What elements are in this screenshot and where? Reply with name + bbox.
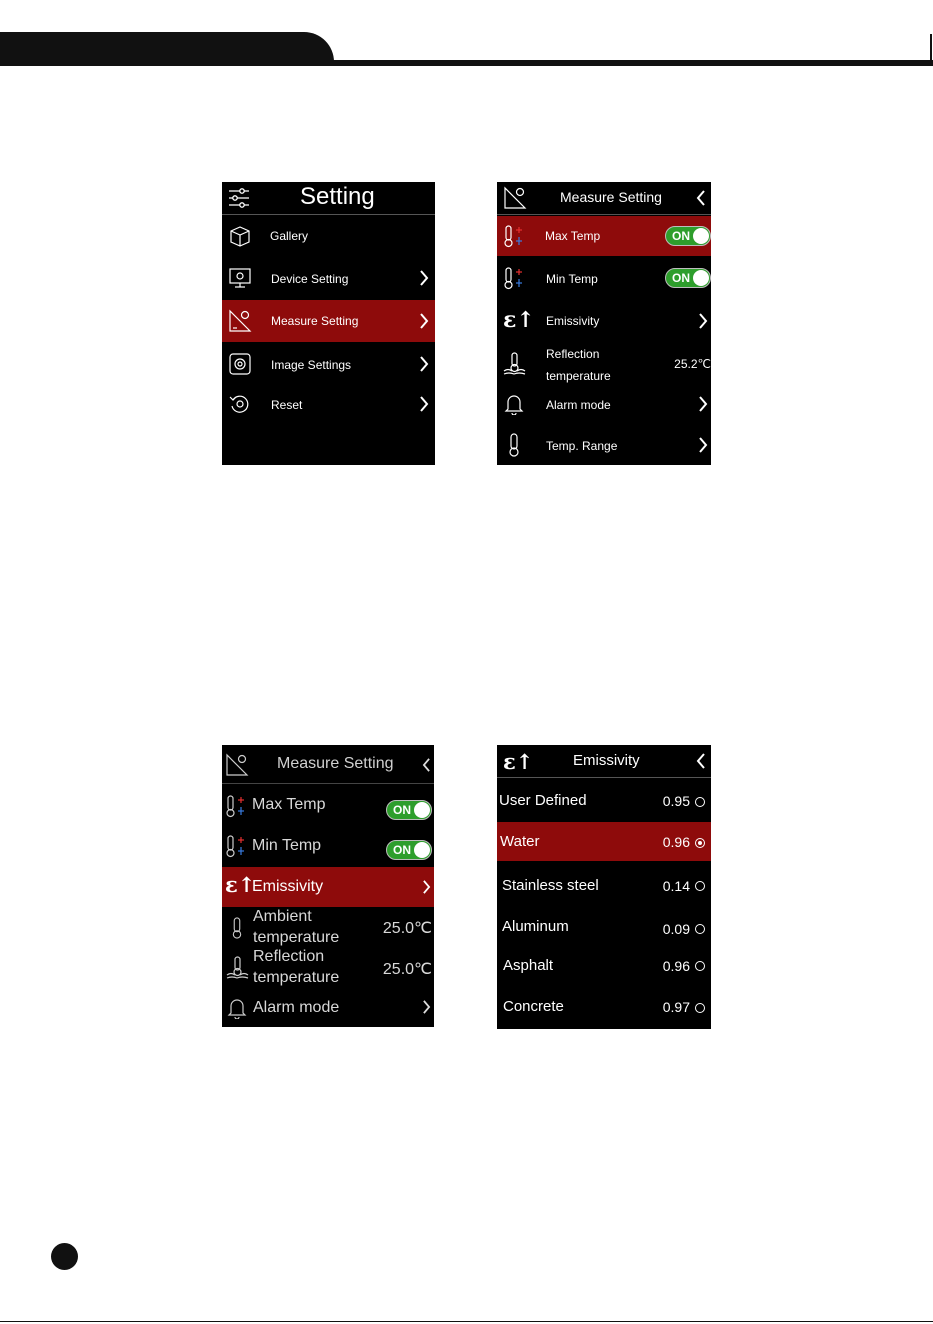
toggle-state: ON bbox=[393, 803, 411, 817]
setting-screen bbox=[222, 182, 435, 465]
menu-item-reset[interactable] bbox=[222, 384, 435, 424]
setting-label: Emissivity bbox=[252, 878, 324, 895]
chevron-right-icon bbox=[419, 356, 429, 372]
page-title: Measure Setting bbox=[277, 755, 394, 772]
option-radio-selected[interactable] bbox=[695, 838, 705, 848]
menu-item-gallery[interactable] bbox=[222, 216, 435, 256]
emissivity-option-asphalt[interactable] bbox=[497, 947, 711, 987]
emissivity-option-concrete[interactable] bbox=[497, 989, 711, 1029]
setting-row-alarm-mode[interactable] bbox=[497, 384, 711, 424]
thermometer-max-icon bbox=[225, 794, 247, 818]
setting-label: Emissivity bbox=[546, 314, 600, 328]
header-bar bbox=[0, 60, 933, 66]
thermometer-icon bbox=[507, 433, 521, 457]
emissivity-screen bbox=[497, 745, 711, 1029]
page-title: Setting bbox=[300, 183, 375, 210]
reset-icon bbox=[229, 393, 251, 415]
measure-gear-icon bbox=[225, 753, 249, 777]
option-radio[interactable] bbox=[695, 961, 705, 971]
toggle-state: ON bbox=[672, 271, 690, 285]
sliders-icon[interactable] bbox=[228, 187, 250, 209]
measure-gear-icon bbox=[503, 186, 527, 210]
option-radio[interactable] bbox=[695, 924, 705, 934]
setting-row-max-temp[interactable] bbox=[497, 216, 711, 256]
measure-gear-icon bbox=[228, 309, 252, 333]
bell-icon bbox=[504, 393, 524, 415]
bell-icon bbox=[227, 997, 247, 1019]
setting-label-line1: Ambient bbox=[253, 908, 312, 925]
setting-row-reflection-temperature[interactable] bbox=[222, 947, 434, 989]
chevron-right-icon bbox=[422, 1000, 431, 1014]
toggle-knob bbox=[414, 802, 430, 818]
option-value: 0.14 bbox=[662, 878, 690, 894]
setting-label: Min Temp bbox=[546, 272, 598, 286]
monitor-gear-icon bbox=[229, 267, 251, 289]
setting-row-min-temp[interactable] bbox=[222, 828, 434, 866]
emissivity-option-user-defined[interactable] bbox=[497, 781, 711, 819]
option-radio[interactable] bbox=[695, 881, 705, 891]
setting-row-max-temp[interactable] bbox=[222, 788, 434, 826]
toggle-knob bbox=[693, 270, 709, 286]
reflection-thermometer-icon bbox=[225, 956, 249, 980]
reflection-temp-value: 25.0℃ bbox=[382, 961, 432, 978]
toggle-state: ON bbox=[672, 229, 690, 243]
menu-item-device-setting[interactable] bbox=[222, 258, 435, 298]
option-label: Stainless steel bbox=[502, 877, 599, 894]
option-value: 0.96 bbox=[662, 834, 690, 850]
menu-item-label: Reset bbox=[271, 398, 303, 412]
toggle-knob bbox=[693, 228, 709, 244]
emissivity-icon: ε↑ bbox=[503, 749, 534, 774]
back-chevron-icon[interactable] bbox=[696, 190, 706, 206]
measure-setting-screen-a bbox=[497, 182, 711, 465]
setting-title-bar bbox=[222, 182, 435, 215]
page-title: Emissivity bbox=[573, 752, 640, 769]
option-label: User Defined bbox=[499, 792, 587, 809]
max-temp-toggle[interactable] bbox=[386, 800, 432, 820]
footer-line bbox=[0, 1321, 933, 1322]
menu-item-label: Device Setting bbox=[271, 272, 349, 286]
option-value: 0.09 bbox=[662, 921, 690, 937]
chevron-right-icon bbox=[422, 880, 431, 894]
page-title: Measure Setting bbox=[560, 189, 662, 205]
measure-title-bar bbox=[222, 745, 434, 784]
setting-label-line2: temperature bbox=[253, 969, 340, 986]
option-label: Aluminum bbox=[502, 918, 569, 935]
option-radio[interactable] bbox=[695, 1003, 705, 1013]
ambient-temp-value: 25.0℃ bbox=[382, 920, 432, 937]
chevron-right-icon bbox=[419, 313, 429, 329]
emissivity-option-aluminum[interactable] bbox=[497, 907, 711, 947]
setting-row-emissivity[interactable] bbox=[497, 300, 711, 342]
option-value: 0.95 bbox=[662, 793, 690, 809]
thermometer-min-icon bbox=[225, 834, 247, 858]
gallery-box-icon bbox=[229, 225, 251, 247]
page-number-dot bbox=[51, 1243, 78, 1270]
menu-item-image-settings[interactable] bbox=[222, 344, 435, 384]
min-temp-toggle[interactable] bbox=[386, 840, 432, 860]
setting-row-alarm-mode[interactable] bbox=[222, 993, 434, 1027]
chevron-right-icon bbox=[419, 396, 429, 412]
setting-row-emissivity[interactable] bbox=[222, 867, 434, 907]
chevron-right-icon bbox=[698, 437, 708, 453]
emissivity-icon: ε↑ bbox=[503, 307, 535, 333]
option-radio[interactable] bbox=[695, 797, 705, 807]
setting-label: Min Temp bbox=[252, 837, 322, 854]
option-value: 0.97 bbox=[662, 999, 690, 1015]
toggle-state: ON bbox=[393, 843, 411, 857]
option-label: Asphalt bbox=[503, 957, 554, 974]
setting-label: Max Temp bbox=[252, 796, 326, 813]
setting-row-min-temp[interactable] bbox=[497, 258, 711, 298]
setting-label: Alarm mode bbox=[253, 999, 340, 1016]
max-temp-toggle[interactable] bbox=[665, 226, 711, 246]
menu-item-label: Measure Setting bbox=[271, 314, 359, 328]
setting-label-line2: temperature bbox=[546, 369, 611, 383]
min-temp-toggle[interactable] bbox=[665, 268, 711, 288]
measure-setting-screen-b bbox=[222, 745, 434, 1027]
setting-label: Max Temp bbox=[545, 229, 601, 243]
emissivity-icon: ε↑ bbox=[225, 872, 256, 897]
chevron-right-icon bbox=[698, 396, 708, 412]
option-value: 0.96 bbox=[662, 958, 690, 974]
option-label: Concrete bbox=[503, 998, 564, 1015]
header-end-mark bbox=[930, 34, 932, 66]
emissivity-option-water[interactable] bbox=[497, 822, 711, 861]
reflection-thermometer-icon bbox=[502, 352, 526, 376]
image-gear-icon bbox=[229, 353, 251, 375]
setting-row-temp-range[interactable] bbox=[497, 425, 711, 465]
setting-label-line1: Reflection bbox=[253, 948, 325, 965]
toggle-knob bbox=[414, 842, 430, 858]
setting-label: Temp. Range bbox=[546, 439, 618, 453]
thermometer-icon bbox=[230, 917, 244, 939]
emissivity-title-bar bbox=[497, 745, 711, 778]
setting-label-line2: temperature bbox=[253, 929, 340, 946]
chevron-right-icon bbox=[419, 270, 429, 286]
setting-label: Alarm mode bbox=[546, 398, 611, 412]
menu-item-label: Image Settings bbox=[271, 358, 352, 372]
menu-item-measure-setting[interactable] bbox=[222, 300, 435, 342]
option-label: Water bbox=[500, 833, 540, 850]
setting-row-reflection-temperature[interactable] bbox=[497, 342, 711, 386]
emissivity-option-stainless-steel[interactable] bbox=[497, 865, 711, 905]
thermometer-max-icon bbox=[503, 224, 525, 248]
measure-title-bar bbox=[497, 182, 711, 215]
back-chevron-icon[interactable] bbox=[696, 753, 706, 769]
thermometer-min-icon bbox=[503, 266, 525, 290]
setting-row-ambient-temperature[interactable] bbox=[222, 907, 434, 947]
back-chevron-icon[interactable] bbox=[422, 758, 431, 772]
chevron-right-icon bbox=[698, 313, 708, 329]
menu-item-label: Gallery bbox=[270, 229, 309, 243]
reflection-temp-value: 25.2℃ bbox=[674, 357, 711, 371]
setting-label-line1: Reflection bbox=[546, 347, 600, 361]
